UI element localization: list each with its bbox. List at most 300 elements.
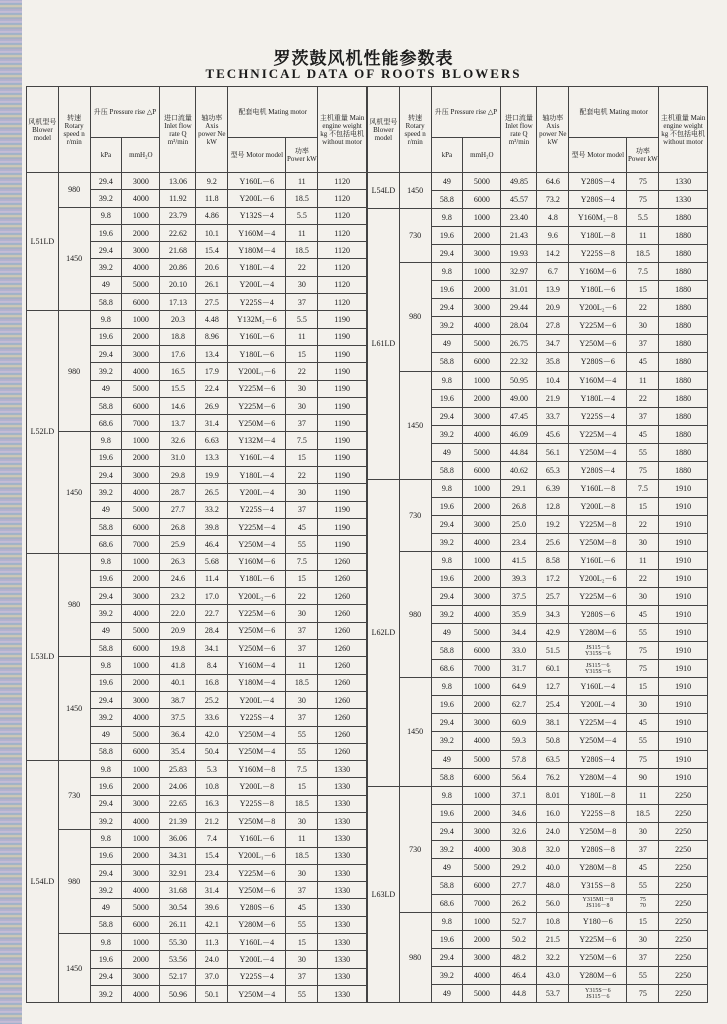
- motor-power-cell: 37: [286, 415, 318, 432]
- axis-power-cell: 11.8: [196, 190, 228, 207]
- flow-cell: 20.86: [160, 259, 196, 276]
- weight-cell: 1260: [318, 674, 367, 691]
- header-motor-power: 功率 Power kW: [286, 138, 318, 173]
- mmh2o-cell: 3000: [463, 299, 501, 317]
- flow-cell: 35.4: [160, 743, 196, 760]
- kpa-cell: 39.2: [90, 812, 122, 829]
- motor-power-cell: 45: [286, 899, 318, 916]
- header-pressure: 升压 Pressure rise △P: [431, 87, 501, 138]
- motor-power-cell: 15: [286, 934, 318, 951]
- weight-cell: 1190: [318, 328, 367, 345]
- page-title: 罗茨鼓风机性能参数表: [273, 49, 454, 69]
- axis-power-cell: 65.3: [537, 461, 569, 479]
- motor-power-cell: 55: [286, 726, 318, 743]
- motor-power-cell: 37: [627, 840, 659, 858]
- mmh2o-cell: 2000: [122, 570, 160, 587]
- flow-cell: 23.2: [160, 588, 196, 605]
- mmh2o-cell: 1000: [463, 678, 501, 696]
- table-row: [368, 209, 708, 227]
- weight-cell: 1330: [659, 191, 708, 209]
- axis-power-cell: 19.9: [196, 467, 228, 484]
- motor-power-cell: 37: [286, 294, 318, 311]
- weight-cell: 1260: [318, 622, 367, 639]
- weight-cell: 1330: [318, 882, 367, 899]
- weight-cell: 1260: [318, 726, 367, 743]
- motor-power-cell: 75: [627, 461, 659, 479]
- mmh2o-cell: 5000: [463, 985, 501, 1003]
- motor-power-cell: 22: [627, 570, 659, 588]
- mmh2o-cell: 2000: [122, 328, 160, 345]
- axis-power-cell: 27.5: [196, 294, 228, 311]
- flow-cell: 13.7: [160, 415, 196, 432]
- motor-power-cell: 55: [627, 876, 659, 894]
- motor-power-cell: 11: [286, 173, 318, 190]
- rotary-speed-cell: 1450: [58, 207, 90, 311]
- motor-model-cell: Y200L₁－6: [228, 363, 286, 380]
- kpa-cell: 49: [90, 622, 122, 639]
- flow-cell: 29.8: [160, 467, 196, 484]
- mmh2o-cell: 6000: [122, 518, 160, 535]
- weight-cell: 1880: [659, 299, 708, 317]
- motor-power-cell: 22: [627, 389, 659, 407]
- flow-cell: 31.7: [501, 660, 537, 678]
- flow-cell: 39.3: [501, 570, 537, 588]
- flow-cell: 26.2: [501, 894, 537, 912]
- motor-power-cell: 5.5: [286, 311, 318, 328]
- mmh2o-cell: 7000: [463, 894, 501, 912]
- motor-model-cell: Y200L－4: [228, 951, 286, 968]
- flow-cell: 41.5: [501, 551, 537, 569]
- weight-cell: 1260: [318, 588, 367, 605]
- motor-power-cell: 7.5: [286, 432, 318, 449]
- flow-cell: 27.7: [501, 876, 537, 894]
- table-row: [368, 371, 708, 389]
- mmh2o-cell: 2000: [463, 281, 501, 299]
- axis-power-cell: 56.0: [537, 894, 569, 912]
- axis-power-cell: 34.3: [537, 606, 569, 624]
- weight-cell: 2250: [659, 967, 708, 985]
- kpa-cell: 49: [431, 173, 463, 191]
- kpa-cell: 9.8: [90, 207, 122, 224]
- flow-cell: 21.39: [160, 812, 196, 829]
- mmh2o-cell: 3000: [463, 714, 501, 732]
- mmh2o-cell: 2000: [122, 951, 160, 968]
- header-weight: 主机重量 Main engine weight kg 不包括电机 without motor: [318, 87, 367, 173]
- weight-cell: 1120: [318, 190, 367, 207]
- weight-cell: 1260: [318, 743, 367, 760]
- kpa-cell: 9.8: [431, 678, 463, 696]
- header-motor: 配套电机 Mating motor: [228, 87, 318, 138]
- weight-cell: 1120: [318, 173, 367, 190]
- motor-model-cell: Y160M－4: [569, 371, 627, 389]
- motor-power-cell: 22: [286, 588, 318, 605]
- mmh2o-cell: 4000: [463, 606, 501, 624]
- motor-model-cell: Y200L－8: [228, 778, 286, 795]
- weight-cell: 1330: [318, 778, 367, 795]
- kpa-cell: 39.2: [431, 425, 463, 443]
- flow-cell: 49.85: [501, 173, 537, 191]
- flow-cell: 36.4: [160, 726, 196, 743]
- weight-cell: 1910: [659, 678, 708, 696]
- kpa-cell: 29.4: [431, 245, 463, 263]
- flow-cell: 19.93: [501, 245, 537, 263]
- motor-model-cell: Y160M－4: [228, 657, 286, 674]
- axis-power-cell: 32.2: [537, 949, 569, 967]
- table-row: [368, 678, 708, 696]
- flow-cell: 44.8: [501, 985, 537, 1003]
- mmh2o-cell: 6000: [122, 640, 160, 657]
- flow-cell: 26.75: [501, 335, 537, 353]
- weight-cell: 1260: [318, 553, 367, 570]
- kpa-cell: 19.6: [431, 930, 463, 948]
- motor-power-cell: 37: [286, 501, 318, 518]
- motor-power-cell: 30: [286, 691, 318, 708]
- right-table: [367, 86, 708, 1003]
- table-row: [368, 479, 708, 497]
- motor-power-cell: 18.5: [627, 804, 659, 822]
- axis-power-cell: 11.3: [196, 934, 228, 951]
- flow-cell: 40.62: [501, 461, 537, 479]
- mmh2o-cell: 2000: [122, 674, 160, 691]
- flow-cell: 20.9: [160, 622, 196, 639]
- mmh2o-cell: 2000: [463, 570, 501, 588]
- motor-power-cell: 11: [627, 371, 659, 389]
- kpa-cell: 29.4: [90, 345, 122, 362]
- page-subtitle: TECHNICAL DATA OF ROOTS BLOWERS: [205, 66, 522, 81]
- mmh2o-cell: 4000: [463, 425, 501, 443]
- mmh2o-cell: 4000: [122, 882, 160, 899]
- weight-cell: 1910: [659, 660, 708, 678]
- motor-power-cell: 7.5: [286, 761, 318, 778]
- flow-cell: 25.0: [501, 515, 537, 533]
- motor-model-cell: Y280M－8: [569, 858, 627, 876]
- mmh2o-cell: 5000: [463, 858, 501, 876]
- motor-model-cell: Y180L－6: [228, 570, 286, 587]
- axis-power-cell: 33.2: [196, 501, 228, 518]
- motor-power-cell: 15: [286, 570, 318, 587]
- kpa-cell: 58.8: [90, 294, 122, 311]
- flow-cell: 35.9: [501, 606, 537, 624]
- axis-power-cell: 39.6: [196, 899, 228, 916]
- header-model: 风机型号 Blower model: [27, 87, 59, 173]
- mmh2o-cell: 6000: [122, 743, 160, 760]
- mmh2o-cell: 4000: [122, 605, 160, 622]
- mmh2o-cell: 1000: [122, 761, 160, 778]
- axis-power-cell: 13.9: [537, 281, 569, 299]
- mmh2o-cell: 4000: [463, 317, 501, 335]
- kpa-cell: 29.4: [90, 795, 122, 812]
- axis-power-cell: 21.5: [537, 930, 569, 948]
- motor-model-cell: Y160L－4: [569, 678, 627, 696]
- motor-model-cell: Y225M－4: [569, 714, 627, 732]
- weight-cell: 1330: [318, 812, 367, 829]
- flow-cell: 34.6: [501, 804, 537, 822]
- mmh2o-cell: 5000: [122, 380, 160, 397]
- weight-cell: 1330: [318, 934, 367, 951]
- mmh2o-cell: 5000: [463, 173, 501, 191]
- motor-power-cell: 55: [286, 743, 318, 760]
- weight-cell: 1880: [659, 425, 708, 443]
- axis-power-cell: 11.4: [196, 570, 228, 587]
- motor-power-cell: 30: [627, 696, 659, 714]
- flow-cell: 53.56: [160, 951, 196, 968]
- table-row: [27, 553, 367, 570]
- motor-power-cell: 75: [627, 173, 659, 191]
- motor-model-cell: Y225S－8: [228, 795, 286, 812]
- mmh2o-cell: 5000: [463, 624, 501, 642]
- axis-power-cell: 31.4: [196, 415, 228, 432]
- kpa-cell: 29.4: [431, 714, 463, 732]
- flow-cell: 57.8: [501, 750, 537, 768]
- motor-power-cell: 7.5: [286, 553, 318, 570]
- motor-power-cell: 37: [286, 709, 318, 726]
- motor-power-cell: 11: [627, 786, 659, 804]
- motor-model-cell: Y250M－4: [569, 732, 627, 750]
- motor-power-cell: 15: [627, 281, 659, 299]
- motor-model-cell: Y280S－6: [228, 899, 286, 916]
- motor-power-cell: 22: [286, 363, 318, 380]
- flow-cell: 37.5: [160, 709, 196, 726]
- motor-model-cell: Y315S－6 JS115－6: [569, 985, 627, 1003]
- header-pressure: 升压 Pressure rise △P: [90, 87, 160, 138]
- flow-cell: 15.5: [160, 380, 196, 397]
- axis-power-cell: 31.4: [196, 882, 228, 899]
- motor-model-cell: Y160L－6: [228, 173, 286, 190]
- mmh2o-cell: 4000: [463, 967, 501, 985]
- rotary-speed-cell: 1450: [399, 173, 431, 209]
- kpa-cell: 49: [90, 501, 122, 518]
- motor-power-cell: 55: [286, 985, 318, 1002]
- flow-cell: 26.8: [160, 518, 196, 535]
- header-speed: 转速 Rotary speed n r/min: [58, 87, 90, 173]
- motor-model-cell: Y180M－4: [228, 242, 286, 259]
- rotary-speed-cell: 1450: [58, 934, 90, 1003]
- motor-power-cell: 55: [627, 732, 659, 750]
- flow-cell: 44.84: [501, 443, 537, 461]
- axis-power-cell: 50.4: [196, 743, 228, 760]
- kpa-cell: 19.6: [431, 570, 463, 588]
- motor-model-cell: Y225M－6: [228, 605, 286, 622]
- motor-model-cell: Y225S－4: [228, 501, 286, 518]
- kpa-cell: 58.8: [431, 353, 463, 371]
- axis-power-cell: 9.2: [196, 173, 228, 190]
- rotary-speed-cell: 1450: [399, 371, 431, 479]
- weight-cell: 1330: [318, 761, 367, 778]
- weight-cell: 1330: [318, 985, 367, 1002]
- table-row: [27, 934, 367, 951]
- axis-power-cell: 34.7: [537, 335, 569, 353]
- flow-cell: 11.92: [160, 190, 196, 207]
- motor-model-cell: Y280S－6: [569, 353, 627, 371]
- mmh2o-cell: 2000: [463, 696, 501, 714]
- motor-model-cell: Y180M－4: [228, 674, 286, 691]
- motor-model-cell: Y250M－4: [228, 536, 286, 553]
- weight-cell: 2250: [659, 912, 708, 930]
- axis-power-cell: 24.0: [196, 951, 228, 968]
- axis-power-cell: 42.1: [196, 916, 228, 933]
- motor-model-cell: Y160M－4: [228, 224, 286, 241]
- motor-power-cell: 18.5: [286, 795, 318, 812]
- motor-model-cell: Y280S－4: [569, 173, 627, 191]
- header-kpa: kPa: [90, 138, 122, 173]
- axis-power-cell: 19.2: [537, 515, 569, 533]
- axis-power-cell: 10.1: [196, 224, 228, 241]
- flow-cell: 38.7: [160, 691, 196, 708]
- motor-power-cell: 22: [627, 515, 659, 533]
- mmh2o-cell: 6000: [122, 294, 160, 311]
- mmh2o-cell: 6000: [122, 397, 160, 414]
- kpa-cell: 39.2: [431, 606, 463, 624]
- flow-cell: 16.5: [160, 363, 196, 380]
- motor-power-cell: 15: [286, 345, 318, 362]
- axis-power-cell: 6.7: [537, 263, 569, 281]
- mmh2o-cell: 2000: [122, 847, 160, 864]
- kpa-cell: 9.8: [431, 786, 463, 804]
- mmh2o-cell: 3000: [122, 691, 160, 708]
- kpa-cell: 9.8: [431, 912, 463, 930]
- weight-cell: 1880: [659, 335, 708, 353]
- mmh2o-cell: 1000: [122, 830, 160, 847]
- header-axis-power: 轴功率 Axis power Ne kW: [537, 87, 569, 173]
- motor-power-cell: 75: [627, 191, 659, 209]
- flow-cell: 14.6: [160, 397, 196, 414]
- axis-power-cell: 46.4: [196, 536, 228, 553]
- weight-cell: 2250: [659, 786, 708, 804]
- weight-cell: 2250: [659, 949, 708, 967]
- kpa-cell: 19.6: [90, 328, 122, 345]
- motor-model-cell: Y250M－4: [228, 985, 286, 1002]
- mmh2o-cell: 5000: [463, 335, 501, 353]
- flow-cell: 29.1: [501, 479, 537, 497]
- kpa-cell: 58.8: [90, 916, 122, 933]
- motor-model-cell: Y250M－4: [228, 726, 286, 743]
- axis-power-cell: 22.4: [196, 380, 228, 397]
- weight-cell: 1190: [318, 415, 367, 432]
- mmh2o-cell: 4000: [463, 840, 501, 858]
- motor-power-cell: 5.5: [627, 209, 659, 227]
- weight-cell: 1260: [318, 657, 367, 674]
- axis-power-cell: 34.1: [196, 640, 228, 657]
- kpa-cell: 9.8: [431, 263, 463, 281]
- header-flow: 进口流量 Inlet flow rate Q m³/min: [160, 87, 196, 173]
- table-row: [368, 263, 708, 281]
- weight-cell: 1910: [659, 515, 708, 533]
- motor-power-cell: 15: [286, 449, 318, 466]
- motor-model-cell: Y225S－8: [569, 804, 627, 822]
- motor-power-cell: 30: [286, 951, 318, 968]
- table-row: [27, 432, 367, 449]
- motor-model-cell: Y280S－4: [569, 750, 627, 768]
- motor-model-cell: Y250M－8: [569, 822, 627, 840]
- kpa-cell: 39.2: [90, 985, 122, 1002]
- flow-cell: 21.43: [501, 227, 537, 245]
- motor-model-cell: Y200L₂－6: [569, 299, 627, 317]
- weight-cell: 1190: [318, 518, 367, 535]
- axis-power-cell: 53.7: [537, 985, 569, 1003]
- motor-power-cell: 37: [627, 949, 659, 967]
- motor-model-cell: Y280S－4: [569, 191, 627, 209]
- motor-power-cell: 75 70: [627, 894, 659, 912]
- blower-model-cell: L61LD: [368, 209, 400, 480]
- axis-power-cell: 42.0: [196, 726, 228, 743]
- mmh2o-cell: 1000: [463, 263, 501, 281]
- kpa-cell: 29.4: [431, 407, 463, 425]
- motor-power-cell: 5.5: [286, 207, 318, 224]
- motor-power-cell: 30: [286, 276, 318, 293]
- axis-power-cell: 43.0: [537, 967, 569, 985]
- motor-model-cell: Y250M－8: [569, 533, 627, 551]
- data-tables: [26, 86, 708, 1003]
- kpa-cell: 9.8: [90, 432, 122, 449]
- weight-cell: 1190: [318, 380, 367, 397]
- flow-cell: 22.62: [160, 224, 196, 241]
- flow-cell: 32.6: [501, 822, 537, 840]
- weight-cell: 1190: [318, 432, 367, 449]
- kpa-cell: 29.4: [90, 691, 122, 708]
- motor-model-cell: Y280S－8: [569, 840, 627, 858]
- weight-cell: 1120: [318, 259, 367, 276]
- flow-cell: 26.8: [501, 497, 537, 515]
- flow-cell: 26.3: [160, 553, 196, 570]
- rotary-speed-cell: 980: [399, 263, 431, 371]
- kpa-cell: 39.2: [431, 967, 463, 985]
- kpa-cell: 39.2: [90, 709, 122, 726]
- weight-cell: 2250: [659, 894, 708, 912]
- weight-cell: 1330: [318, 830, 367, 847]
- kpa-cell: 68.6: [90, 415, 122, 432]
- mmh2o-cell: 1000: [463, 912, 501, 930]
- motor-model-cell: Y180L－4: [228, 259, 286, 276]
- flow-cell: 21.68: [160, 242, 196, 259]
- motor-power-cell: 11: [286, 328, 318, 345]
- motor-power-cell: 75: [627, 750, 659, 768]
- flow-cell: 37.5: [501, 588, 537, 606]
- axis-power-cell: 7.4: [196, 830, 228, 847]
- motor-model-cell: Y250M－4: [228, 743, 286, 760]
- flow-cell: 22.65: [160, 795, 196, 812]
- header-motor: 配套电机 Mating motor: [569, 87, 659, 138]
- mmh2o-cell: 4000: [122, 259, 160, 276]
- motor-power-cell: 30: [286, 864, 318, 881]
- flow-cell: 50.95: [501, 371, 537, 389]
- weight-cell: 2250: [659, 876, 708, 894]
- flow-cell: 30.54: [160, 899, 196, 916]
- motor-power-cell: 30: [286, 484, 318, 501]
- flow-cell: 22.32: [501, 353, 537, 371]
- kpa-cell: 19.6: [90, 847, 122, 864]
- motor-model-cell: Y180L－6: [228, 345, 286, 362]
- weight-cell: 1330: [318, 968, 367, 985]
- kpa-cell: 29.4: [90, 864, 122, 881]
- mmh2o-cell: 1000: [122, 553, 160, 570]
- motor-model-cell: Y200L－4: [228, 276, 286, 293]
- kpa-cell: 39.2: [90, 484, 122, 501]
- axis-power-cell: 4.48: [196, 311, 228, 328]
- weight-cell: 1910: [659, 624, 708, 642]
- axis-power-cell: 16.0: [537, 804, 569, 822]
- mmh2o-cell: 4000: [122, 985, 160, 1002]
- axis-power-cell: 24.0: [537, 822, 569, 840]
- mmh2o-cell: 4000: [122, 190, 160, 207]
- weight-cell: 1120: [318, 294, 367, 311]
- flow-cell: 59.3: [501, 732, 537, 750]
- blower-model-cell: L54LD: [368, 173, 400, 209]
- blower-model-cell: L62LD: [368, 479, 400, 786]
- mmh2o-cell: 1000: [122, 934, 160, 951]
- axis-power-cell: 15.4: [196, 242, 228, 259]
- flow-cell: 27.7: [160, 501, 196, 518]
- mmh2o-cell: 3000: [463, 245, 501, 263]
